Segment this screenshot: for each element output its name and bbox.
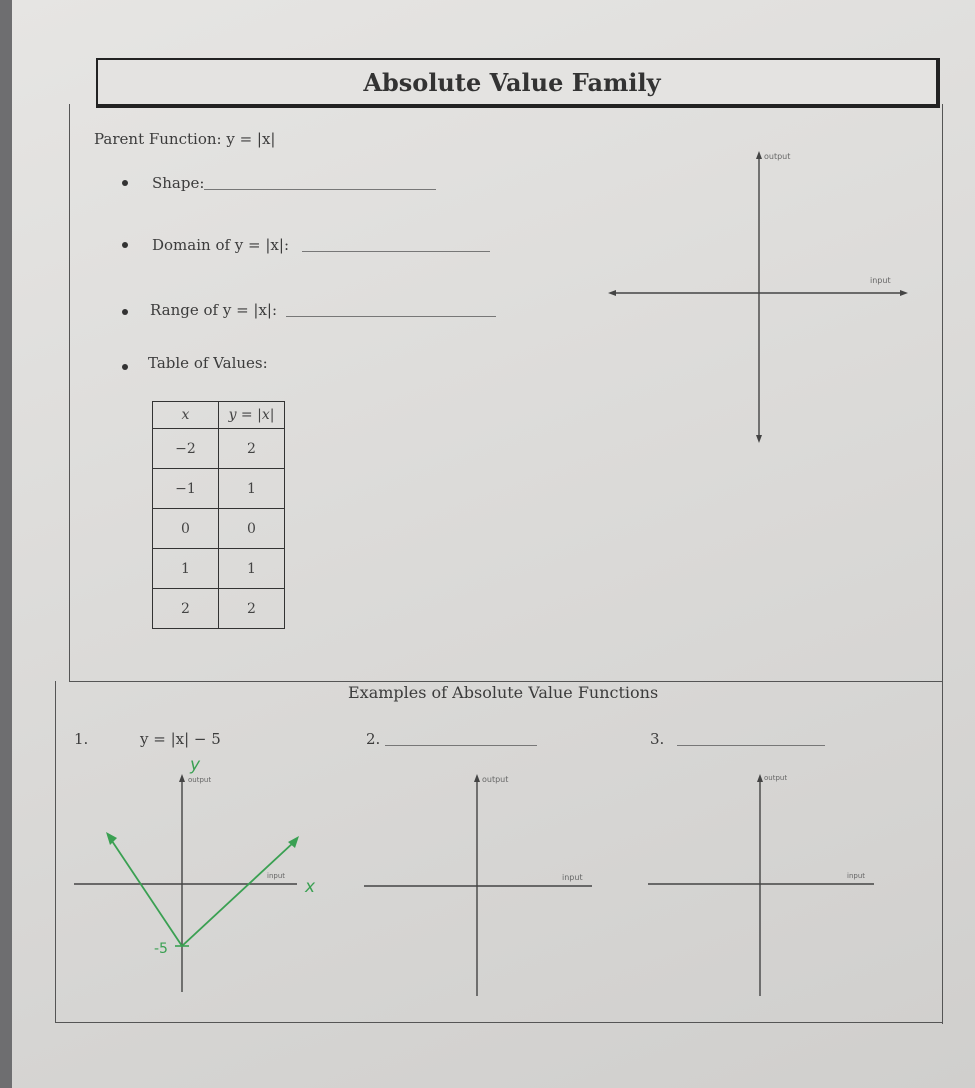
example-3-answer-line[interactable] bbox=[677, 745, 825, 746]
example-number-1: 1. bbox=[74, 730, 89, 748]
table-cell: 1 bbox=[153, 549, 219, 589]
range-answer-line[interactable] bbox=[286, 316, 496, 317]
handwritten-intercept-label: -5 bbox=[154, 941, 168, 957]
input-arrow-left-icon bbox=[608, 290, 616, 296]
table-of-values-label: Table of Values: bbox=[148, 354, 268, 372]
input-arrow-icon bbox=[900, 290, 908, 296]
table-row bbox=[153, 429, 285, 469]
table-of-values bbox=[152, 401, 285, 629]
shape-answer-line[interactable] bbox=[204, 189, 436, 190]
column-header-y: y = |x| bbox=[219, 402, 285, 429]
example-equation-1: y = |x| − 5 bbox=[140, 730, 221, 748]
example-2-answer-line[interactable] bbox=[385, 745, 537, 746]
frame-left-top bbox=[69, 104, 70, 681]
section-divider bbox=[69, 681, 942, 682]
output-axis-label: output bbox=[764, 774, 788, 782]
range-label: Range of y = |x|: bbox=[150, 301, 278, 319]
screen-bezel bbox=[0, 0, 12, 1088]
worksheet-page bbox=[12, 0, 975, 1088]
output-arrow-down-icon bbox=[756, 435, 762, 443]
shape-label: Shape: bbox=[152, 174, 205, 192]
example-3-graph bbox=[642, 768, 882, 1008]
parent-axes bbox=[602, 145, 912, 445]
bullet bbox=[122, 364, 128, 370]
table-header-row bbox=[153, 402, 285, 429]
frame-left-bottom bbox=[55, 681, 56, 1023]
output-axis-label: output bbox=[482, 775, 509, 784]
bullet bbox=[122, 242, 128, 248]
parent-function-label: Parent Function: y = |x| bbox=[94, 130, 276, 148]
column-header-x: x bbox=[153, 402, 219, 429]
input-axis-label: input bbox=[847, 872, 866, 880]
bullet bbox=[122, 309, 128, 315]
table-cell: 2 bbox=[153, 589, 219, 629]
table-cell: 2 bbox=[219, 429, 285, 469]
examples-heading: Examples of Absolute Value Functions bbox=[348, 683, 659, 702]
input-axis-label: input bbox=[562, 873, 583, 882]
example-number-3: 3. bbox=[650, 730, 665, 748]
example-2-graph bbox=[362, 768, 602, 1008]
input-axis-label: input bbox=[267, 872, 286, 880]
output-arrow-icon bbox=[179, 774, 185, 782]
table-cell: 1 bbox=[219, 549, 285, 589]
frame-bottom bbox=[55, 1022, 942, 1023]
example-number-2: 2. bbox=[366, 730, 381, 748]
frame-right bbox=[942, 104, 943, 1024]
table-cell: −1 bbox=[153, 469, 219, 509]
table-cell: −2 bbox=[153, 429, 219, 469]
title-box bbox=[96, 58, 940, 108]
output-axis-label: output bbox=[764, 152, 791, 161]
page-title: Absolute Value Family bbox=[363, 67, 661, 97]
example-1-graph bbox=[62, 750, 362, 1000]
domain-answer-line[interactable] bbox=[302, 251, 490, 252]
absolute-value-graph bbox=[110, 838, 294, 946]
handwritten-x-label: x bbox=[305, 877, 316, 897]
output-axis-label: output bbox=[188, 776, 212, 784]
handwritten-y-label: y bbox=[190, 755, 201, 775]
table-row bbox=[153, 469, 285, 509]
table-row bbox=[153, 549, 285, 589]
output-arrow-icon bbox=[474, 774, 480, 782]
domain-label: Domain of y = |x|: bbox=[152, 236, 289, 254]
table-cell: 0 bbox=[153, 509, 219, 549]
output-arrow-icon bbox=[757, 774, 763, 782]
table-cell: 0 bbox=[219, 509, 285, 549]
table-cell: 2 bbox=[219, 589, 285, 629]
bullet bbox=[122, 180, 128, 186]
input-axis-label: input bbox=[870, 276, 891, 285]
table-row bbox=[153, 509, 285, 549]
table-cell: 1 bbox=[219, 469, 285, 509]
output-arrow-icon bbox=[756, 151, 762, 159]
graph-arrow-left-icon bbox=[106, 832, 117, 845]
table-row bbox=[153, 589, 285, 629]
